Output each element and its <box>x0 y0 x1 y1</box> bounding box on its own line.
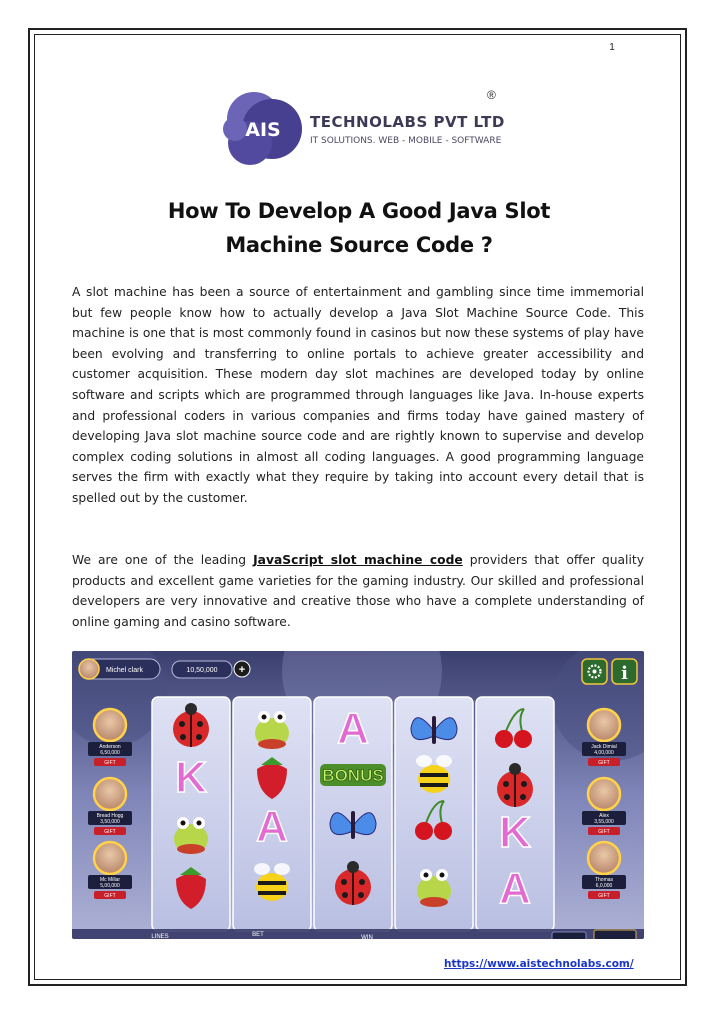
auto-control[interactable] <box>594 930 636 939</box>
right-player-chips: 6,0,000 <box>595 883 613 889</box>
bonus-symbol <box>320 764 386 786</box>
logo-tagline: IT SOLUTIONS. WEB - MOBILE - SOFTWARE <box>310 136 502 146</box>
reel-symbol-a: A <box>499 864 531 913</box>
title-line-2: Machine Source Code ? <box>225 233 493 257</box>
logo-company-name: TECHNOLABS PVT LTD <box>310 113 505 131</box>
lines-label: LINES <box>151 934 169 939</box>
reel-symbol-k: K <box>175 753 207 802</box>
gift-label: GIFT <box>104 760 116 766</box>
win-label: WIN <box>361 935 373 939</box>
avatar <box>94 778 126 810</box>
left-player-chips: 6,50,000 <box>100 750 120 756</box>
gift-label: GIFT <box>598 893 610 899</box>
slot-game-screenshot <box>72 651 644 939</box>
left-player-name: Mc Millar <box>100 877 120 883</box>
right-player-chips: 3,55,000 <box>594 819 614 825</box>
gift-label: GIFT <box>104 893 116 899</box>
svg-text:BONUS: BONUS <box>322 766 384 785</box>
paragraph-intro: A slot machine has been a source of entertainment and gambling since time immemorial but few people know how to actually develop a Java Slot Machine Source Code. This machine is one that is most commonly found in casinos but now these systems of play have been evolving and transferring to online portals to achieve greater accessibility and customer acquisition. These modern day slot machines are developed today by online software and scripts which are programmed through languages like Java. In-house experts and professional coders in various companies and firms today have gained mastery of developing Java slot machine source code and are rightly known to supervise and develop complex coding solutions in almost all coding languages. A good programming language serves the firm with exactly what they require by taking into account every detail that is spelled out by the customer. <box>72 285 644 505</box>
right-player-name: Jack Dimial <box>591 744 617 750</box>
avatar <box>94 842 126 874</box>
paragraph-services-start: We are one of the leading <box>72 553 254 567</box>
right-player-name: Thomas <box>594 877 614 883</box>
player-avatar <box>79 659 99 679</box>
butterfly-icon <box>411 716 457 744</box>
avatar <box>94 709 126 741</box>
left-player-name: Anderson <box>99 744 121 750</box>
avatar <box>588 709 620 741</box>
svg-text:+: + <box>238 664 246 676</box>
logo-initials: AIS <box>245 119 281 141</box>
bottom-bar <box>72 929 644 939</box>
avatar <box>588 842 620 874</box>
svg-text:i: i <box>621 663 628 684</box>
gear-icon[interactable] <box>582 659 607 684</box>
registered-mark: ® <box>487 88 496 102</box>
title-line-1: How To Develop A Good Java Slot <box>167 199 551 223</box>
right-player-chips: 4,00,000 <box>594 750 614 756</box>
reel-symbol-k: K <box>499 808 531 857</box>
left-player-chips: 3,50,000 <box>100 819 120 825</box>
spin-control[interactable] <box>552 932 586 939</box>
gift-label: GIFT <box>104 829 116 835</box>
paragraph-services <box>72 550 644 632</box>
right-player-name: Alex <box>599 813 609 819</box>
page-title <box>72 194 646 262</box>
butterfly-icon <box>330 811 376 839</box>
paragraph-services-end: providers that offer quality products and excellent game varieties for the gaming industry. Our skilled and professional developers are very innovative and creative those who have a complete understanding of online gaming and casino software. <box>72 553 644 629</box>
info-icon[interactable] <box>612 659 637 684</box>
gift-label: GIFT <box>598 760 610 766</box>
avatar <box>588 778 620 810</box>
website-link[interactable]: https://www.aistechnolabs.com/ <box>444 958 634 970</box>
player-balance: 10,50,000 <box>186 667 218 674</box>
gift-label: GIFT <box>598 829 610 835</box>
reel-symbol-a: A <box>256 802 288 851</box>
page-number: 1 <box>609 42 615 53</box>
javascript-slot-link[interactable]: JavaScript slot machine code <box>253 553 463 567</box>
reel-symbol-a: A <box>337 704 369 753</box>
left-player-name: Bread Hogg <box>96 813 124 819</box>
bet-label: BET <box>252 932 264 938</box>
player-name: Michel clark <box>106 667 143 674</box>
left-player-chips: 5,00,000 <box>100 883 120 889</box>
